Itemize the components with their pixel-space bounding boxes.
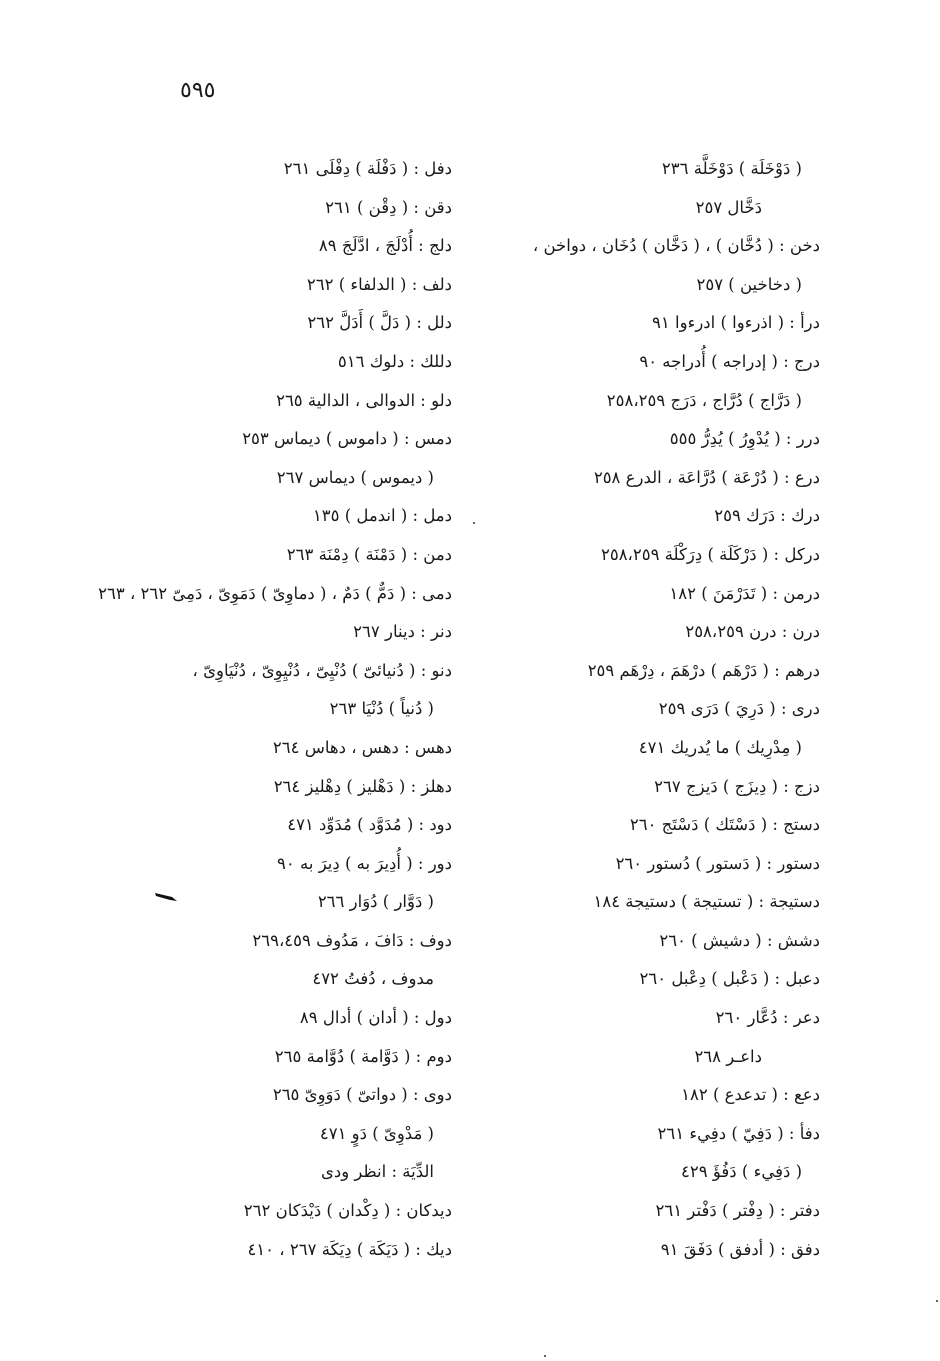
index-entry: دعر : دُعَّار ٢٦٠	[715, 1008, 820, 1028]
index-entry: دفق : ( أدفق ) دَفَقَ ٩١	[660, 1239, 820, 1259]
index-entry: دمس : ( داموس ) ديماس ٢٥٣	[242, 429, 452, 449]
index-entry: درمن : ( تَدَرْمَنَ ) ١٨٢	[669, 583, 820, 603]
index-entry: ( مِدْرِيك ) ما يُدريك ٤٧١	[638, 737, 802, 757]
index-entry: دعبل : ( دَعْبل ) دِعْبل ٢٦٠	[639, 969, 820, 989]
index-entry: دقن : ( دِقْن ) ٢٦١	[325, 197, 452, 217]
index-entry: دللك : دلوك ٥١٦	[337, 351, 452, 371]
index-entry: درج : ( إدراجه ) أُدراجه ٩٠	[639, 351, 820, 371]
index-entry: دلل : ( دَلَّ ) أَدَلَّ ٢٦٢	[307, 313, 452, 333]
speck-dot	[473, 522, 475, 524]
index-entry: درر : ( يُدْوِرُ ) يُدِرُّ ٥٥٥	[669, 429, 820, 449]
index-entry: دول : ( أدان ) أدال ٨٩	[299, 1008, 452, 1028]
index-entry: دهس : دهس ، دهاس ٢٦٤	[272, 737, 452, 757]
index-entry: دنو : ( دُنيائىّ ) دُنْيِىّ ، دُنْيِوِىّ ، دُنْيَاوِىّ ،	[192, 660, 452, 680]
index-entry: الدِّيَة : انظر ودى	[320, 1162, 434, 1182]
index-entry: ( دَوْخَلَة ) دَوْخَلَّة ٢٣٦	[661, 159, 802, 178]
index-entry: درك : دَرَك ٢٥٩	[714, 506, 820, 526]
index-entry: داعـر ٢٦٨	[694, 1046, 762, 1066]
index-entry: ديدكان : ( دِكْدان ) دَيْدَكان ٢٦٢	[243, 1201, 452, 1221]
index-entry: دفأ : ( دَفِيّ ) دفِيء ٢٦١	[657, 1123, 820, 1143]
index-entry: دمل : ( اندمل ) ١٣٥	[312, 506, 452, 526]
index-entry: دهلز : ( دَهْليز ) دِهْليز ٢٦٤	[273, 776, 452, 796]
index-entry: دلف : ( الدلفاء ) ٢٦٢	[306, 274, 452, 294]
index-entry: دوم : ( دَوَّامة ) دُوَّامة ٢٦٥	[274, 1046, 452, 1066]
index-entry: ديك : ( دَيَكَة ) دِيَكَة ٢٦٧ ، ٤١٠	[247, 1239, 452, 1259]
index-entry: درن : درن ٢٥٨،٢٥٩	[685, 622, 820, 642]
index-entry: ( دُنياً ) دُنْيَا ٢٦٣	[329, 699, 434, 719]
index-entry: دستور : ( دَستور ) دُستور ٢٦٠	[615, 853, 820, 873]
index-entry: دور : ( أُدِيرَ به ) دِيرَ به ٩٠	[277, 853, 452, 873]
index-entry: ( ديموس ) ديماس ٢٦٧	[276, 467, 434, 487]
index-entry: ( دخاخين ) ٢٥٧	[696, 274, 802, 294]
speck-dot	[936, 1300, 938, 1302]
index-entry: دزج : ( دِيزَج ) دَيزج ٢٦٧	[654, 776, 820, 796]
index-entry: دفتر : ( دِفْتر ) دَفْتر ٢٦١	[655, 1201, 820, 1221]
index-entry: دمن : ( دَمْنَة ) دِمْنَة ٢٦٣	[286, 544, 452, 564]
pointing-hand-icon	[154, 890, 178, 904]
index-entry: ( مَدْوِىّ ) دَوٍ ٤٧١	[319, 1123, 434, 1143]
index-column-right	[480, 150, 820, 1269]
index-entry: دنر : دينار ٢٦٧	[353, 622, 452, 642]
page-number: ٥٩٥	[180, 78, 216, 103]
index-entry: دمى : ( دَمٌّ ) دَمٌ ، ( دماوِىّ ) دَمَوِىّ ، دَمِىّ ٢٦٢ ، ٢٦٣	[98, 583, 452, 603]
index-entry: درهم : ( دَرْهَم ) درْهَمَ ، دِرْهَم ٢٥٩	[587, 660, 820, 680]
speck-dot	[544, 1355, 546, 1357]
index-entry: دستج : ( دَسْتَك ) دَسْتَج ٢٦٠	[629, 815, 820, 835]
index-entry: ( دَفِيء ) دَفُؤَ ٤٢٩	[681, 1162, 802, 1182]
index-entry: دود : ( مُدَوَّد ) مُدَوِّد ٤٧١	[287, 815, 452, 835]
index-entry: دلج : أُدْلَجَ ، ادَّلَجَ ٨٩	[318, 236, 452, 256]
index-entry: ( دَرَّاج ) دُرَّاج ، دَرَج ٢٥٨،٢٥٩	[606, 390, 802, 410]
index-entry: دلو : الدوالى ، الدالية ٢٦٥	[276, 390, 452, 410]
index-entry: درى : ( دَرِيَ ) دَرَى ٢٥٩	[658, 699, 820, 719]
index-entry: دخن : ( دُخَّان ) ، ( دَخَّان ) دُخَان ، دواخن ،	[532, 236, 820, 256]
index-entry: دستيجة : ( تستيجة ) دستيجة ١٨٤	[593, 892, 820, 912]
index-entry: دعع : ( تدعدع ) ١٨٢	[681, 1085, 820, 1105]
index-entry: درع : ( دُرْعَة ) دُرَّاعَة ، الدرع ٢٥٨	[593, 467, 820, 487]
index-entry: دوف : دَافَ ، مَدُوف ٢٦٩،٤٥٩	[252, 930, 452, 950]
index-entry: مدوف ، دُفتُ ٤٧٢	[312, 969, 434, 989]
index-entry: دوى : ( دواتىّ ) دَوَوِىّ ٢٦٥	[272, 1085, 452, 1105]
index-entry: دَخَّال ٢٥٧	[695, 197, 762, 217]
index-entry: درأ : ( اذرءوا ) ادرءوا ٩١	[652, 313, 820, 333]
index-column-left	[98, 150, 452, 1269]
index-entry: دركل : ( دَرْكَلَة ) دِرَكْلَة ٢٥٨،٢٥٩	[600, 544, 820, 564]
index-entry: دشش : ( دشيش ) ٢٦٠	[659, 930, 820, 950]
index-entry: دفل : ( دَفْلَة ) دِفْلَى ٢٦١	[283, 159, 452, 178]
index-entry: ( دَوَّار ) دُوَار ٢٦٦	[317, 892, 434, 912]
